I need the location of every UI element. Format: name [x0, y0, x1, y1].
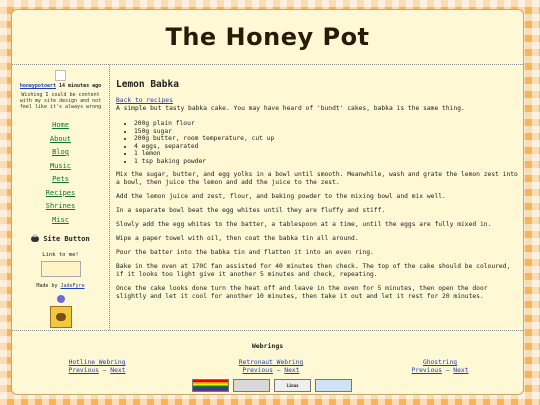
- webring-previous-link[interactable]: Previous: [68, 367, 99, 374]
- site-button-image[interactable]: [41, 261, 81, 277]
- made-by-prefix: Made by: [36, 283, 61, 289]
- badge-row: [192, 379, 352, 392]
- step-text: Pour the batter into the babka tin and flatten it into an even ring.: [116, 249, 374, 256]
- post-content: [116, 65, 520, 330]
- webring-name-link[interactable]: Hotline Webring: [68, 359, 126, 366]
- nav-recipes[interactable]: Recipes: [45, 188, 76, 197]
- ingredient-item: • 200g butter, room temperature, cut up: [134, 135, 520, 143]
- bee-badge-icon[interactable]: [50, 306, 72, 328]
- webring-previous-link[interactable]: Previous: [411, 367, 442, 374]
- nav-misc[interactable]: Misc: [52, 215, 69, 224]
- bee-icon: [31, 236, 39, 242]
- status-header: [12, 70, 109, 81]
- nav-blog[interactable]: Blog: [52, 148, 69, 156]
- web-badge[interactable]: [233, 379, 270, 392]
- status-line: [12, 83, 109, 89]
- nav-shrines[interactable]: Shrines: [45, 202, 76, 210]
- ingredient-item: • 150g sugar: [134, 128, 520, 136]
- post-intro: A simple but tasty babka cake. You may have heard of 'bundt' cakes, babka is the same thing.: [116, 105, 465, 112]
- step-text: Once the cake looks done turn the heat off and leave in the oven for 5 minutes, then open the door slightly and let it cool for another 10 minutes, then take it out and let it rest for 20 minutes.: [116, 285, 488, 300]
- made-by-link[interactable]: JadeFyre: [60, 283, 85, 289]
- step-text: Mix the sugar, butter, and egg yolks in a bowl until smooth. Meanwhile, wash and grate the lemon zest into a bowl, then juice the lemon and add the juice to the zest.: [116, 171, 518, 186]
- site-title: The Honey Pot: [165, 23, 370, 51]
- globe-icon: [57, 295, 65, 303]
- ingredient-item: • 4 eggs, separated: [134, 143, 520, 151]
- status-avatar: [55, 70, 66, 81]
- webring-name-link[interactable]: Ghostring: [422, 359, 458, 366]
- ingredient-item: • 1 lemon: [134, 150, 520, 158]
- take-back-web-badge[interactable]: [315, 379, 352, 392]
- linux-badge-text: Linux: [286, 383, 299, 388]
- back-to-recipes-link[interactable]: Back to recipes: [116, 97, 173, 104]
- webring-next-link[interactable]: Next: [453, 367, 469, 374]
- webring-name-link[interactable]: Retronaut Webring: [238, 359, 304, 366]
- step-text: Bake in the oven at 170C fan assisted for 40 minutes then check. The top of the cake should be coloured, if it looks too light give it another 5 minutes and check, repeating.: [116, 263, 511, 278]
- nav-about[interactable]: About: [49, 134, 72, 143]
- made-by: [12, 283, 109, 289]
- nav-pets[interactable]: Pets: [52, 175, 69, 183]
- webring-hotline: [37, 359, 157, 375]
- webring-separator: –: [276, 367, 281, 374]
- webring-separator: –: [445, 367, 450, 374]
- webrings-title: Webrings: [251, 342, 284, 350]
- webring-ghostring: [380, 359, 500, 375]
- ingredient-item: • 1 tsp baking powder: [134, 158, 520, 166]
- status-username[interactable]: honeypotoert: [19, 83, 56, 89]
- step-text: Add the lemon juice and zest, flour, and baking powder to the mixing bowl and mix well.: [116, 193, 446, 200]
- webring-retronaut: [211, 359, 331, 375]
- site-header: [12, 10, 523, 65]
- nav-music[interactable]: Music: [49, 161, 72, 170]
- linux-badge[interactable]: [274, 379, 311, 392]
- nav-home[interactable]: Home: [52, 121, 69, 129]
- webring-previous-link[interactable]: Previous: [242, 367, 273, 374]
- webring-next-link[interactable]: Next: [284, 367, 300, 374]
- site-button-heading-text: Site Button: [43, 235, 90, 243]
- webrings-footer: [12, 330, 523, 395]
- page-frame: [11, 9, 524, 395]
- step-text: Slowly add the egg whites to the batter, a tablespoon at a time, until the eggs are fully mixed in.: [116, 221, 492, 228]
- pride-flag-badge[interactable]: [192, 379, 229, 392]
- step-text: In a separate bowl beat the egg whites until they are fluffy and stiff.: [116, 207, 386, 214]
- post-title: Lemon Babka: [116, 79, 179, 90]
- main-area: [12, 65, 523, 330]
- sidebar: [12, 65, 110, 330]
- site-button-heading: [12, 235, 109, 243]
- sidebar-nav: [12, 119, 109, 227]
- link-to-me-text: Link to me!: [42, 252, 79, 258]
- status-text: Wishing I could be content with my site design and not feel like it's always wrong: [19, 92, 102, 110]
- ingredient-item: • 200g plain flour: [134, 120, 520, 128]
- ingredients-list: [116, 120, 520, 165]
- webring-separator: –: [102, 367, 107, 374]
- webring-next-link[interactable]: Next: [110, 367, 126, 374]
- step-text: Wipe a paper towel with oil, then coat the babka tin all around.: [116, 235, 359, 242]
- status-time: 14 minutes ago: [58, 83, 102, 89]
